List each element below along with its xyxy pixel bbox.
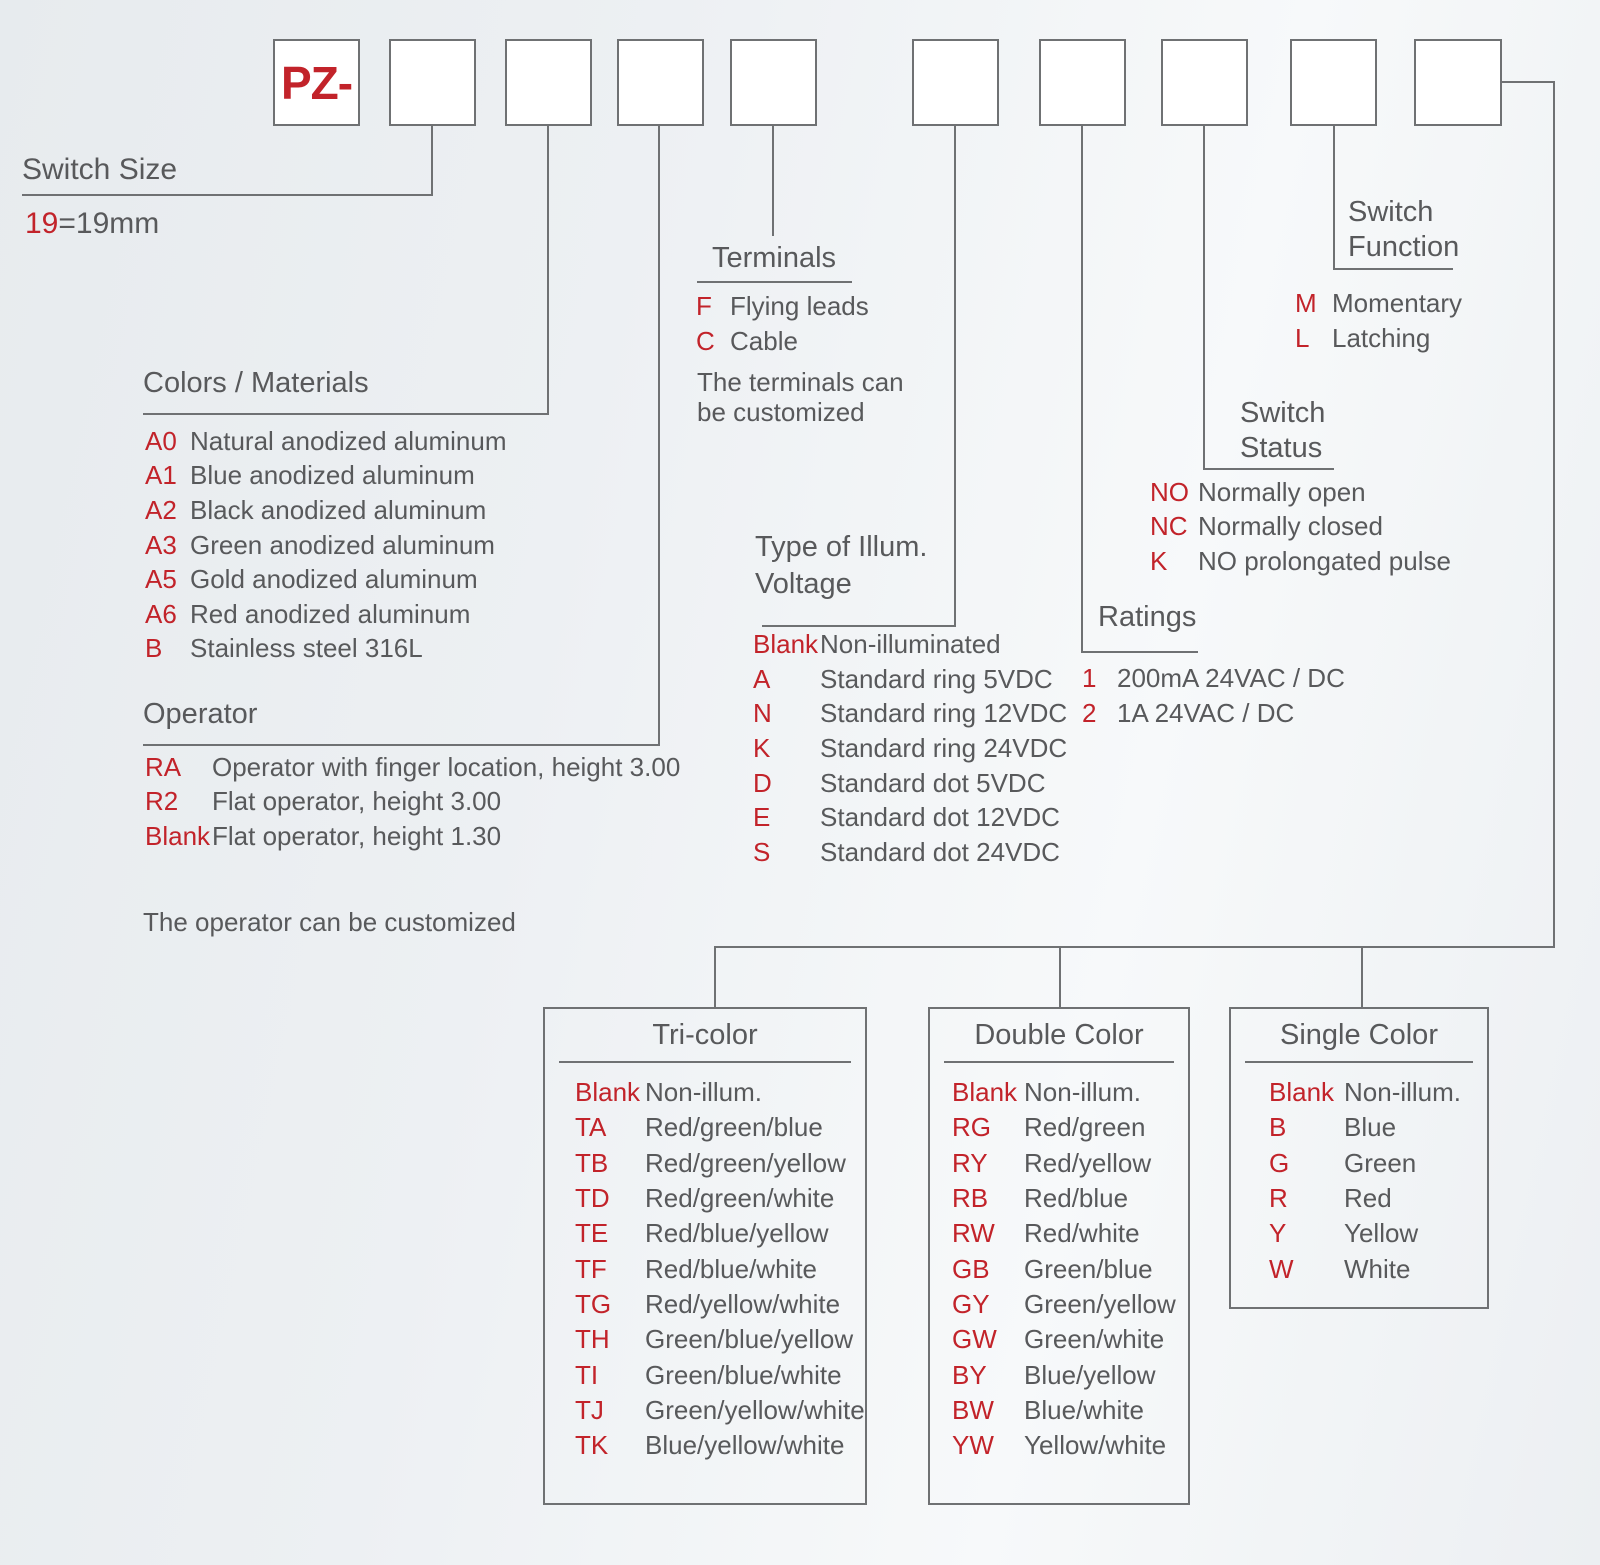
code-value: RG: [952, 1112, 991, 1143]
ratings-list: [1082, 661, 1345, 731]
code-row: [145, 632, 507, 667]
code-value: YW: [952, 1430, 994, 1461]
connector-drop-single-color: [1361, 946, 1363, 1007]
switch-function-list: [1295, 286, 1462, 356]
code-value: TI: [575, 1359, 599, 1390]
part-code-box-color-material: [505, 39, 592, 126]
code-row: [145, 750, 680, 785]
switch-function-title-line1: Switch: [1348, 196, 1434, 228]
switch-status-underline: [1203, 468, 1334, 470]
code-row: [1150, 544, 1451, 579]
code-value: A3: [145, 529, 177, 560]
code-description: Blue/white: [1024, 1394, 1144, 1425]
code-row: [952, 1251, 1176, 1286]
code-description: Natural anodized aluminum: [190, 425, 507, 456]
connector-drop-double-color: [1059, 946, 1061, 1007]
code-value: A6: [145, 598, 177, 629]
code-row: [952, 1287, 1176, 1322]
operator-list: [145, 750, 680, 854]
code-value: E: [753, 802, 771, 833]
code-row: [753, 766, 1067, 801]
code-description: Gold anodized aluminum: [190, 564, 478, 595]
switch-size-underline: [22, 194, 433, 196]
code-row: [753, 800, 1067, 835]
code-description: Standard ring 12VDC: [820, 698, 1068, 729]
code-row: [952, 1322, 1176, 1357]
code-description: Green anodized aluminum: [190, 529, 495, 560]
code-description: Black anodized aluminum: [190, 494, 487, 525]
terminals-underline: [697, 281, 852, 283]
code-value: K: [1150, 545, 1168, 576]
code-row: [1269, 1251, 1461, 1286]
connector-ratings-vertical: [1081, 126, 1083, 653]
code-row: [575, 1110, 865, 1145]
code-value: G: [1269, 1147, 1290, 1178]
code-description: Flat operator, height 1.30: [212, 820, 502, 851]
part-code-box-switch-status: [1161, 39, 1248, 126]
illumination-title-line2: Voltage: [755, 568, 852, 600]
ratings-title: Ratings: [1098, 601, 1197, 633]
code-row: [575, 1181, 865, 1216]
code-value: NO: [1150, 476, 1189, 507]
code-description: 200mA 24VAC / DC: [1117, 663, 1345, 693]
code-value: TJ: [575, 1394, 604, 1425]
part-code-box-illum-color: [1414, 39, 1502, 126]
code-row: [952, 1110, 1176, 1145]
connector-terminals-vertical: [772, 126, 774, 236]
code-row: [753, 835, 1067, 870]
code-row: [952, 1393, 1176, 1428]
code-value: Blank: [145, 820, 211, 851]
illumination-title-line1: Type of Illum.: [755, 531, 928, 563]
switch-size-description: =19mm: [58, 207, 160, 240]
connector-colors-vertical: [547, 126, 549, 415]
part-code-box-illumination: [912, 39, 999, 126]
code-description: Red/blue/yellow: [645, 1218, 829, 1249]
code-row: [145, 597, 507, 632]
code-row: [1269, 1216, 1461, 1251]
ratings-underline: [1081, 651, 1198, 653]
code-value: GW: [952, 1324, 997, 1355]
code-row: [1082, 696, 1345, 731]
code-value: TD: [575, 1183, 610, 1214]
code-value: RY: [952, 1147, 988, 1178]
code-value: Blank: [753, 628, 819, 659]
code-description: Green/blue/white: [645, 1359, 842, 1390]
code-value: B: [145, 633, 163, 664]
single-color-title: Single Color: [1280, 1019, 1438, 1051]
code-description: Non-illum.: [645, 1077, 763, 1108]
tri-color-underline: [559, 1061, 851, 1063]
code-value: Blank: [952, 1077, 1018, 1108]
code-row: [1269, 1075, 1461, 1110]
double-color-title: Double Color: [974, 1019, 1144, 1051]
code-value: BY: [952, 1359, 987, 1390]
code-row: [1295, 286, 1462, 321]
switch-status-title-line1: Switch: [1240, 397, 1326, 429]
code-value: F: [696, 291, 712, 321]
code-row: [575, 1393, 865, 1428]
code-description: Non-illum.: [1024, 1077, 1142, 1108]
code-value: Y: [1269, 1218, 1287, 1249]
code-description: 1A 24VAC / DC: [1117, 698, 1295, 728]
code-description: Red/yellow/white: [645, 1288, 841, 1319]
switch-function-title-line2: Function: [1348, 231, 1460, 263]
connector-drop-tri-color: [714, 946, 716, 1007]
code-description: Standard ring 24VDC: [820, 732, 1068, 763]
terminals-note-line2: be customized: [697, 397, 865, 427]
code-value: RB: [952, 1183, 989, 1214]
part-code-box-ratings: [1039, 39, 1126, 126]
code-description: Red: [1344, 1183, 1392, 1214]
connector-illumination-vertical: [954, 126, 956, 627]
code-description: Blue/yellow/white: [645, 1430, 845, 1461]
single-color-underline: [1245, 1061, 1473, 1063]
code-row: [952, 1216, 1176, 1251]
code-value: GY: [952, 1288, 990, 1319]
code-row: [696, 289, 869, 324]
tri-color-list: [575, 1075, 865, 1463]
colors-materials-list: [145, 424, 507, 666]
double-color-list: [952, 1075, 1176, 1463]
part-code-box-operator: [617, 39, 704, 126]
part-code-box-size: [389, 39, 476, 126]
illumination-list: [753, 627, 1067, 870]
code-description: Cable: [730, 326, 798, 356]
code-value: TG: [575, 1288, 612, 1319]
code-value: TE: [575, 1218, 609, 1249]
switch-status-title-line2: Status: [1240, 432, 1323, 464]
code-row: [1269, 1181, 1461, 1216]
code-row: [145, 819, 680, 854]
code-value: TK: [575, 1430, 609, 1461]
code-row: [575, 1216, 865, 1251]
code-description: Red/green/blue: [645, 1112, 823, 1143]
code-row: [753, 662, 1067, 697]
code-value: L: [1295, 323, 1310, 353]
code-value: Blank: [575, 1077, 641, 1108]
switch-size-title: Switch Size: [22, 153, 178, 186]
code-value: N: [753, 698, 772, 729]
code-description: Standard ring 5VDC: [820, 663, 1053, 694]
code-row: [753, 696, 1067, 731]
code-description: Standard dot 5VDC: [820, 767, 1046, 798]
code-description: Stainless steel 316L: [190, 633, 423, 664]
code-description: Standard dot 12VDC: [820, 802, 1060, 833]
code-value: C: [696, 326, 715, 356]
code-row: [753, 731, 1067, 766]
code-value: A0: [145, 425, 177, 456]
code-description: Green/blue: [1024, 1253, 1153, 1284]
operator-underline: [143, 744, 660, 746]
code-value: TB: [575, 1147, 609, 1178]
code-description: Green: [1344, 1147, 1417, 1178]
part-prefix-label: PZ-: [280, 56, 353, 109]
code-value: 2: [1082, 698, 1097, 728]
code-description: Red/blue: [1024, 1183, 1129, 1214]
operator-title: Operator: [143, 698, 258, 730]
double-color-table: [928, 1007, 1190, 1505]
terminals-title: Terminals: [711, 242, 837, 274]
code-row: [575, 1322, 865, 1357]
part-code-box-terminals: [730, 39, 817, 126]
code-value: M: [1295, 288, 1317, 318]
code-row: [575, 1251, 865, 1286]
code-value: R2: [145, 786, 179, 817]
code-description: Operator with finger location, height 3.00: [212, 751, 681, 782]
connector-color-tables-horizontal: [715, 946, 1555, 948]
code-description: Red anodized aluminum: [190, 598, 471, 629]
code-description: NO prolongated pulse: [1198, 545, 1451, 576]
code-value: GB: [952, 1253, 990, 1284]
code-row: [145, 528, 507, 563]
code-description: Blue: [1344, 1112, 1397, 1143]
code-value: D: [753, 767, 772, 798]
code-row: [575, 1428, 865, 1463]
code-row: [145, 459, 507, 494]
code-description: Non-illuminated: [820, 628, 1001, 659]
code-description: Red/green/white: [645, 1183, 835, 1214]
code-value: Blank: [1269, 1077, 1335, 1108]
code-row: [145, 493, 507, 528]
code-value: NC: [1150, 511, 1188, 542]
code-description: Normally closed: [1198, 511, 1383, 542]
code-description: Flat operator, height 3.00: [212, 786, 502, 817]
code-description: Latching: [1332, 323, 1431, 353]
code-value: RW: [952, 1218, 995, 1249]
code-value: TH: [575, 1324, 610, 1355]
code-description: Green/blue/yellow: [645, 1324, 854, 1355]
switch-status-list: [1150, 475, 1451, 579]
switch-function-underline: [1333, 268, 1453, 270]
connector-switch-status-vertical: [1203, 126, 1205, 470]
code-row: [753, 627, 1067, 662]
double-color-underline: [944, 1061, 1174, 1063]
code-description: Red/green: [1024, 1112, 1146, 1143]
code-row: [145, 562, 507, 597]
code-value: RA: [145, 751, 182, 782]
single-color-table: [1229, 1007, 1489, 1309]
code-description: Non-illum.: [1344, 1077, 1462, 1108]
code-row: [575, 1357, 865, 1392]
code-row: [1150, 510, 1451, 545]
connector-operator-vertical: [658, 126, 660, 746]
terminals-list: [696, 289, 869, 359]
code-description: Standard dot 24VDC: [820, 836, 1060, 867]
code-description: Red/white: [1024, 1218, 1140, 1249]
code-row: [696, 324, 869, 359]
code-row: [1295, 321, 1462, 356]
code-description: Blue/yellow: [1024, 1359, 1156, 1390]
code-value: R: [1269, 1183, 1288, 1214]
code-description: Yellow/white: [1024, 1430, 1167, 1461]
code-row: [1082, 661, 1345, 696]
code-value: A1: [145, 460, 177, 491]
code-row: [575, 1146, 865, 1181]
tri-color-table: [543, 1007, 867, 1505]
code-description: Green/yellow: [1024, 1288, 1176, 1319]
code-value: A2: [145, 494, 177, 525]
code-description: Blue anodized aluminum: [190, 460, 475, 491]
code-description: Red/blue/white: [645, 1253, 817, 1284]
code-row: [575, 1287, 865, 1322]
code-value: 1: [1082, 663, 1097, 693]
code-description: Normally open: [1198, 476, 1366, 507]
code-row: [952, 1075, 1176, 1110]
code-row: [1269, 1110, 1461, 1145]
operator-note: The operator can be customized: [143, 907, 516, 937]
code-description: White: [1344, 1253, 1411, 1284]
code-description: Green/yellow/white: [645, 1394, 865, 1425]
code-value: B: [1269, 1112, 1287, 1143]
connector-switch-size-vertical: [431, 126, 433, 196]
code-description: Flying leads: [730, 291, 869, 321]
colors-materials-title: Colors / Materials: [143, 367, 369, 399]
code-row: [952, 1428, 1176, 1463]
tri-color-title: Tri-color: [652, 1019, 758, 1051]
switch-size-value: [25, 206, 159, 241]
code-description: Momentary: [1332, 288, 1463, 318]
connector-illum-color-vertical-right: [1553, 81, 1555, 948]
code-row: [952, 1181, 1176, 1216]
terminals-note-line1: The terminals can: [697, 367, 904, 397]
code-row: [575, 1075, 865, 1110]
code-value: W: [1269, 1253, 1294, 1284]
code-description: Red/green/yellow: [645, 1147, 846, 1178]
switch-size-code: 19: [25, 207, 59, 240]
connector-illum-color-horizontal-top: [1502, 81, 1555, 83]
code-value: A5: [145, 564, 177, 595]
code-description: Green/white: [1024, 1324, 1165, 1355]
code-value: K: [753, 732, 771, 763]
colors-underline: [143, 413, 549, 415]
code-value: BW: [952, 1394, 994, 1425]
part-prefix-box: [273, 39, 360, 126]
code-value: S: [753, 836, 771, 867]
code-row: [1269, 1146, 1461, 1181]
code-row: [952, 1357, 1176, 1392]
code-row: [1150, 475, 1451, 510]
code-row: [145, 424, 507, 459]
connector-switch-function-vertical: [1333, 126, 1335, 270]
code-description: Red/yellow: [1024, 1147, 1152, 1178]
single-color-list: [1269, 1075, 1461, 1287]
part-code-box-switch-function: [1290, 39, 1377, 126]
code-value: TF: [575, 1253, 607, 1284]
code-row: [145, 785, 680, 820]
code-value: A: [753, 663, 771, 694]
code-row: [952, 1146, 1176, 1181]
code-value: TA: [575, 1112, 607, 1143]
code-description: Yellow: [1344, 1218, 1419, 1249]
